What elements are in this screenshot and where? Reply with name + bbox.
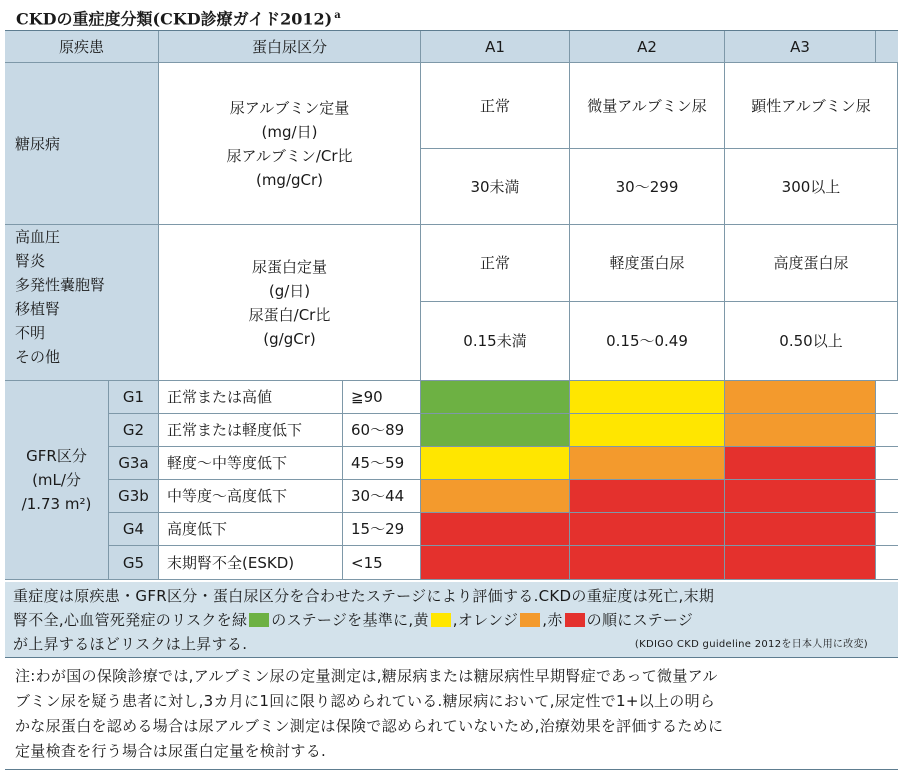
gfr-range: 45〜59 [343,447,421,480]
insurance-note-line: 定量検査を行う場合は尿蛋白定量を検討する. [15,742,327,760]
severity-note [5,582,898,658]
other-measure-line: (g/日) [268,281,311,300]
risk-cell-red [570,546,725,580]
other-a1-name: 正常 [421,225,570,302]
gfr-grade: G1 [109,381,159,414]
disease-other-item: 移植腎 [15,300,61,318]
gfr-grade: G2 [109,414,159,447]
disease-other-list [5,225,159,381]
green-swatch [249,613,269,627]
gfr-range: ≧90 [343,381,421,414]
gfr-range: 60〜89 [343,414,421,447]
diabetes-a2-value: 30〜299 [570,149,725,225]
diabetes-measure-line: 尿アルブミン定量 [229,98,350,117]
diabetes-a1-name: 正常 [421,63,570,149]
gfr-desc: 正常または軽度低下 [159,414,343,447]
gfr-grade: G4 [109,513,159,546]
disease-other-item: その他 [15,348,61,366]
diabetes-measure-line: (mg/日) [261,122,318,141]
other-a3-value: 0.50以上 [725,302,898,381]
insurance-note-line: 注:わが国の保険診療では,アルブミン尿の定量測定は,糖尿病または糖尿病性早期腎症であって微量アル [15,667,718,685]
gfr-label-line: (mL/分 [32,471,81,489]
row-filler [876,381,898,414]
red-swatch [565,613,585,627]
yellow-swatch [431,613,451,627]
row-filler [876,480,898,513]
diabetes-measure-line: (mg/gCr) [255,170,324,189]
diabetes-a3-value: 300以上 [725,149,898,225]
other-measure-line: 尿蛋白定量 [251,257,327,276]
source-citation: (KDIGO CKD guideline 2012を日本人用に改変) [634,639,868,650]
risk-cell-yellow [570,381,725,414]
risk-cell-red [725,513,876,546]
risk-cell-red [421,546,570,580]
gfr-category-label [5,381,109,580]
header-a1: A1 [421,31,570,63]
risk-cell-yellow [570,414,725,447]
title-footnote-mark: a [334,10,341,21]
note-text: のステージを基準に,黄 [271,611,429,629]
gfr-grade: G5 [109,546,159,580]
page-title [16,6,341,29]
disease-other-item: 腎炎 [15,252,46,270]
diabetes-a3-name: 顕性アルブミン尿 [725,63,898,149]
risk-cell-yellow [421,447,570,480]
diabetes-a2-name: 微量アルブミン尿 [570,63,725,149]
other-measure-line: 尿蛋白/Cr比 [248,305,331,324]
risk-cell-red [570,480,725,513]
risk-cell-orange [570,447,725,480]
other-measure-line: (g/gCr) [263,329,316,348]
ckd-severity-table [5,30,898,582]
gfr-range: 15〜29 [343,513,421,546]
gfr-grade: G3b [109,480,159,513]
other-a1-value: 0.15未満 [421,302,570,381]
risk-cell-green [421,414,570,447]
other-a2-value: 0.15〜0.49 [570,302,725,381]
note-text: ,オレンジ [452,611,519,629]
header-a2: A2 [570,31,725,63]
row-filler [876,414,898,447]
note-text: 腎不全,心血管死発症のリスクを緑 [13,611,248,629]
row-filler [876,447,898,480]
header-a3: A3 [725,31,876,63]
disease-other-item: 高血圧 [15,228,61,246]
header-disease: 原疾患 [5,31,159,63]
header-protein-category: 蛋白尿区分 [159,31,421,63]
gfr-desc: 末期腎不全(ESKD) [159,546,343,580]
diabetes-a1-value: 30未満 [421,149,570,225]
risk-cell-red [421,513,570,546]
diabetes-measure [159,63,421,225]
risk-cell-orange [421,480,570,513]
other-a2-name: 軽度蛋白尿 [570,225,725,302]
gfr-desc: 高度低下 [159,513,343,546]
insurance-note [5,662,898,770]
note-text: の順にステージ [586,611,694,629]
severity-note-line [13,608,890,632]
row-filler [876,513,898,546]
insurance-note-line: ブミン尿を疑う患者に対し,3カ月に1回に限り認められている.糖尿病において,尿定性で1+以上の明ら [15,692,716,710]
gfr-desc: 正常または高値 [159,381,343,414]
risk-cell-red [725,480,876,513]
gfr-desc: 軽度〜中等度低下 [159,447,343,480]
gfr-grade: G3a [109,447,159,480]
note-text: ,赤 [542,611,563,629]
gfr-label-line: /1.73 m²) [21,495,92,513]
header-filler [876,31,898,63]
risk-cell-red [725,546,876,580]
gfr-range: <15 [343,546,421,580]
risk-cell-orange [725,381,876,414]
row-filler [876,546,898,580]
diabetes-measure-line: 尿アルブミン/Cr比 [226,146,353,165]
gfr-desc: 中等度〜高度低下 [159,480,343,513]
risk-cell-green [421,381,570,414]
title-text: CKDの重症度分類(CKD診療ガイド2012) [16,9,333,29]
risk-cell-red [725,447,876,480]
severity-note-line: が上昇するほどリスクは上昇する. [13,635,248,653]
disease-diabetes: 糖尿病 [5,63,159,225]
severity-note-line: 重症度は原疾患・GFR区分・蛋白尿区分を合わせたステージにより評価する.CKDの重症度は死亡,末期 [13,587,715,605]
other-measure [159,225,421,381]
orange-swatch [520,613,540,627]
gfr-range: 30〜44 [343,480,421,513]
risk-cell-orange [725,414,876,447]
insurance-note-line: かな尿蛋白を認める場合は尿アルブミン測定は保険で認められていないため,治療効果を評価するために [15,717,724,735]
gfr-label-line: GFR区分 [26,447,87,465]
risk-cell-red [570,513,725,546]
other-a3-name: 高度蛋白尿 [725,225,898,302]
disease-other-item: 多発性嚢胞腎 [15,276,106,294]
disease-other-item: 不明 [15,324,46,342]
